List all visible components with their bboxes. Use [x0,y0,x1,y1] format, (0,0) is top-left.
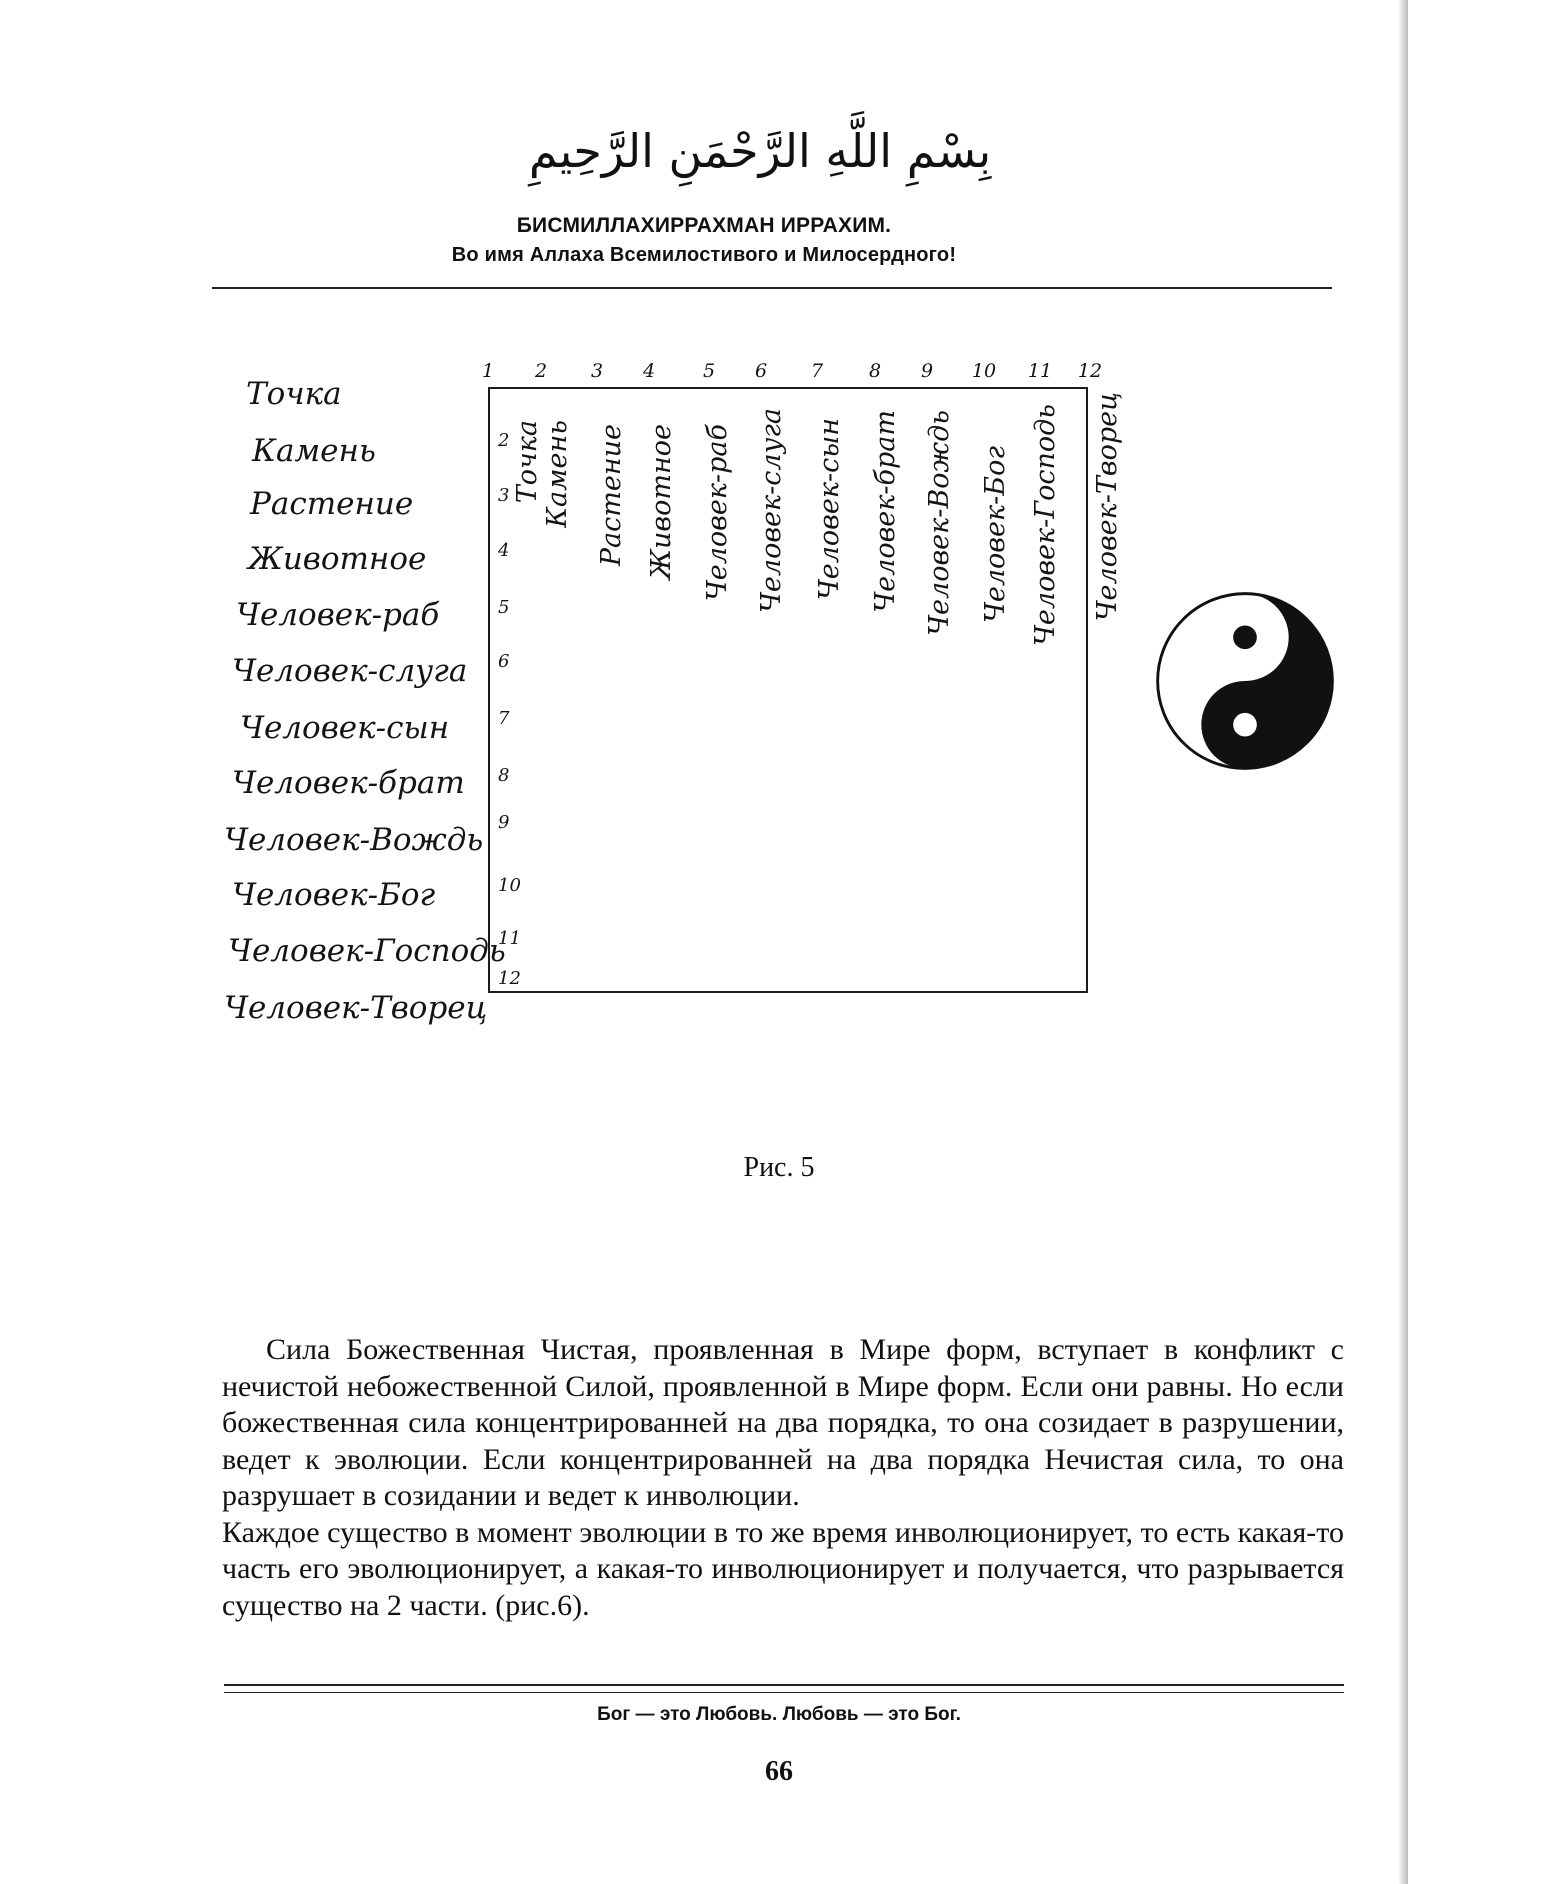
row-number: 3 [498,485,510,506]
column-label: Человек-Вождь [924,410,955,636]
header-transliteration: БИСМИЛЛАХИРРАХМАН ИРРАХИМ. [516,214,892,237]
column-number: 11 [1027,360,1053,382]
column-number: 12 [1077,360,1103,382]
row-number: 7 [498,708,510,729]
footer-divider-thin [224,1692,1344,1693]
column-label: Человек-Господь [1030,404,1061,646]
row-label: Камень [252,433,376,469]
body-text [222,1332,1344,1624]
column-number: 7 [810,360,824,382]
row-number: 5 [498,597,510,618]
row-number: 10 [498,875,521,896]
row-label: Человек-сын [240,710,450,746]
arabic-calligraphy-basmala [528,95,992,205]
column-number: 2 [534,360,548,382]
header-divider [212,287,1332,289]
column-label: Человек-Творец [1092,392,1123,622]
row-number: 11 [498,928,521,949]
header-translation: Во имя Аллаха Всемилостивого и Милосердного! [451,244,957,266]
column-label: Растение [596,424,627,567]
column-number: 9 [920,360,934,382]
yin-yang-icon [1154,590,1336,772]
column-label: Точка [512,420,543,504]
column-number: 6 [754,360,768,382]
row-label: Животное [248,541,427,577]
row-label: Человек-Господь [228,933,506,969]
row-label: Точка [246,376,342,412]
column-number: 1 [481,360,495,382]
row-number: 12 [498,968,521,989]
row-label: Человек-Вождь [224,822,484,858]
row-label: Растение [250,486,414,522]
column-number: 3 [590,360,604,382]
arabic-calligraphy-text: بِسْمِ اللَّهِ الرَّحْمَنِ الرَّحِيمِ [528,124,992,178]
figure-caption: Рис. 5 [743,1152,815,1183]
row-label: Человек-раб [236,597,440,633]
column-number: 8 [868,360,882,382]
row-number: 2 [498,430,510,451]
column-number: 4 [642,360,656,382]
paragraph-2: Каждое существо в момент эволюции в то же время инволюционирует, то есть какая-то часть его эволюционирует, а какая-то инволюционирует и получается, что разрывается существо на 2 части. (рис.6). [222,1515,1344,1622]
paragraph-1: Сила Божественная Чистая, проявленная в Мире форм, вступает в конфликт с нечистой небожественной Силой, проявленной в Мире форм. Если они равны. Но если божественная сила концентрированней на два порядка, то она созидает в разрушении, ведет к эволюции. Если концентрированней на два порядка Нечистая сила, то она разрушает в созидании и ведет к инволюции. [222,1333,1344,1512]
footer-motto: Бог — это Любовь. Любовь — это Бог. [597,1704,961,1725]
column-label: Человек-слуга [756,408,787,613]
column-label: Камень [542,420,573,528]
row-label: Человек-брат [232,765,465,801]
row-number: 9 [498,812,510,833]
scan-edge-shadow [1398,0,1408,1884]
row-number: 8 [498,765,510,786]
row-label: Человек-Бог [232,877,436,913]
row-number: 6 [498,651,510,672]
row-number: 4 [498,540,510,561]
column-label: Человек-Бог [980,446,1011,623]
page-number: 66 [765,1756,793,1787]
column-label: Животное [646,424,677,580]
column-label: Человек-брат [870,410,901,613]
column-number: 5 [702,360,716,382]
footer-divider [224,1684,1344,1686]
column-number: 10 [971,360,997,382]
row-label: Человек-Творец [224,990,488,1026]
row-label: Человек-слуга [232,653,468,689]
column-label: Человек-сын [814,418,845,601]
column-label: Человек-раб [702,424,733,602]
